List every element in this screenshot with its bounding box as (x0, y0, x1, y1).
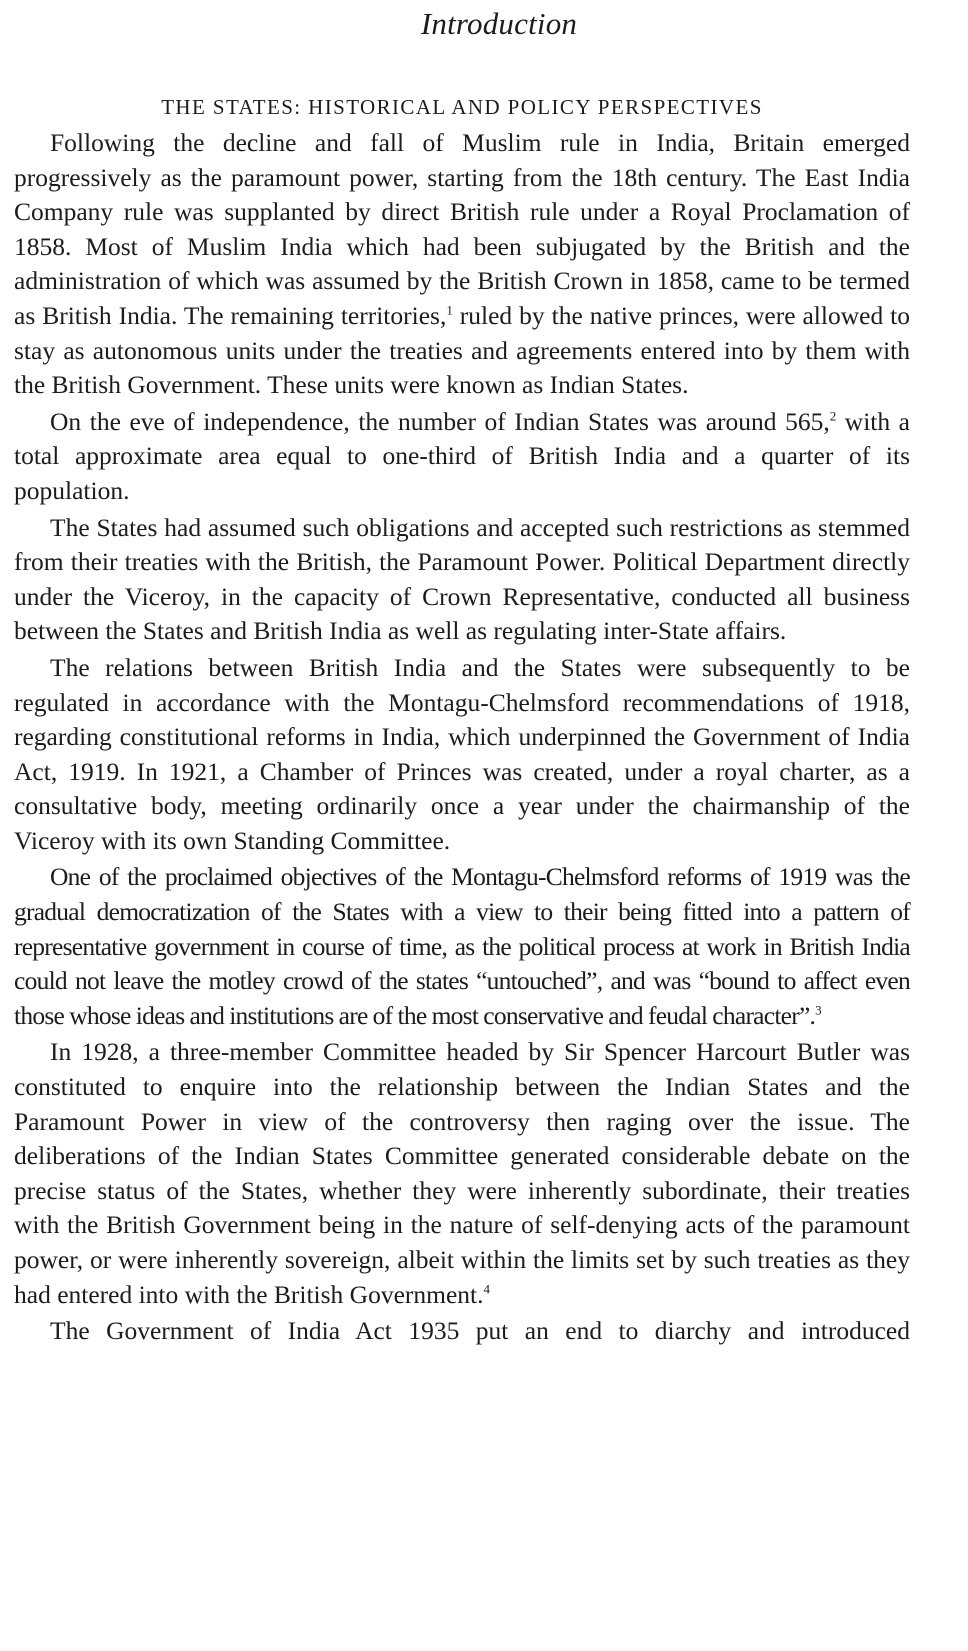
paragraph-4 (14, 651, 910, 859)
paragraph-text: Following the decline and fall of Muslim rule in India, Britain emerged progressively as the paramount power, starting from the 18th century. The East India Company rule was supplanted by direct British rule under a Royal Proclamation of 1858. Most of Muslim India which had been subjugated by the British and the administration of which was assumed by the British Crown in 1858, came to be termed as British India. The remaining territories, (14, 128, 910, 330)
paragraph-2 (14, 405, 910, 509)
body-text (14, 126, 910, 1349)
paragraph-text: In 1928, a three-member Committee headed by Sir Spencer Harcourt Butler was constituted to enquire into the relationship between the Indian States and the Paramount Power in view of the controversy then raging over the issue. The deliberations of the Indian States Committee generated considerable debate on the precise status of the States, whether they were inherently subordinate, their treaties with the British Government being in the nature of self-denying acts of the paramount power, or were inherently sovereign, albeit within the limits set by such treaties as they had entered into with the British Government. (14, 1037, 910, 1309)
paragraph-text: The relations between British India and the States were subsequently to be regulated in accordance with the Montagu-Chelmsford recommendations of 1918, regarding constitutional reforms in India, which underpinned the Government of India Act, 1919. In 1921, a Chamber of Princes was created, under a royal charter, as a consultative body, meeting ordinarily once a year under the chairmanship of the Viceroy with its own Standing Committee. (14, 652, 910, 855)
paragraph-text: The Government of India Act 1935 put an end to diarchy and introduced (50, 1316, 910, 1346)
paragraph-text: One of the proclaimed objectives of the Montagu-Chelmsford reforms of 1919 was the gradual democratization of the States with a view to their being fitted into a pattern of representative government in course of time, as the political process at work in British India could not leave the motley crowd of the states “untouched”, and was “bound to affect even those whose ideas and institutions are of the most conservative and feudal character”. (14, 862, 910, 1030)
paragraph-text: with a total approximate area equal to one-third of British India and a quarter of its population. (14, 406, 911, 505)
section-heading: THE STATES: HISTORICAL AND POLICY PERSPECTIVES (161, 95, 763, 119)
paragraph-6 (14, 1035, 910, 1312)
footnote-ref[interactable]: 4 (483, 1281, 491, 1297)
footnote-ref[interactable]: 2 (829, 408, 837, 424)
footnote-ref[interactable]: 3 (815, 1002, 821, 1018)
paragraph-1 (14, 126, 910, 403)
footnote-ref[interactable]: 1 (446, 302, 453, 318)
paragraph-5 (14, 860, 910, 1033)
paragraph-text: The States had assumed such obligations and accepted such restrictions as stemmed from their treaties with the British, the Paramount Power. Political Department directly under the Viceroy, in the capacity of Crown Representative, conducted all business between the States and British India as well as regulating inter-State affairs. (14, 512, 910, 646)
paragraph-3 (14, 511, 910, 649)
book-page (14, 0, 910, 1351)
running-title: Introduction (420, 6, 578, 41)
paragraph-text: On the eve of independence, the number of Indian States was around 565, (50, 406, 830, 436)
paragraph-7 (14, 1314, 910, 1349)
paragraph-text: ruled by the native princes, were allowed to stay as autonomous units under the treaties and agreements entered into by them with the British Government. These units were known as Indian States. (14, 300, 910, 400)
